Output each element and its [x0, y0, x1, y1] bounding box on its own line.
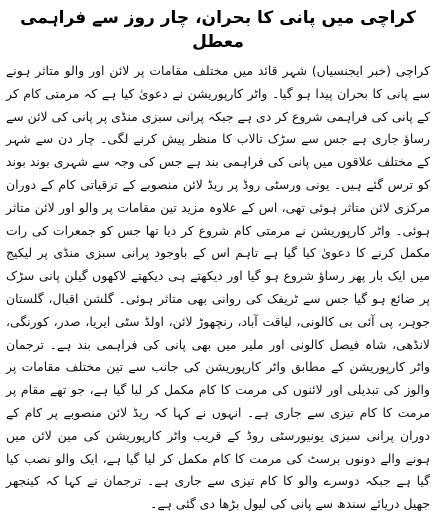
article-body-paragraph: کراچی (خبر ایجنسیاں) شہر قائد میں مختلف مقامات پر لائن اور والو متاثر ہونے سے پانی کا بحران پیدا ہو گیا۔ واٹر کارپوریشن نے دعویٰ کیا ہے کہ مرمتی کام کر کے پانی کی فراہمی شروع کر دی ہے جبکہ پرانی سبزی منڈی پر پانی کی لائن سے رساؤ جاری ہے جس سے سڑک تالاب کا منظر پیش کرنے لگی۔ چار دن سے شہر کے مختلف علاقوں میں پانی کی فراہمی بند ہے جس کی وجہ سے شہری بوند بوند کو ترس گئے ہیں۔ یونی ورسٹی روڈ پر ریڈ لائن منصوبے کے ترقیاتی کام کے دوران مرکزی لائن متاثر ہوئی تھی، اس کے علاوہ مزید تین مقامات پر والو اور لائن متاثر ہوئی۔ واٹر کارپوریشن نے مرمتی کام شروع کر دیا تھا جس کو جمعرات کی رات مکمل کرنے کا دعویٰ کیا گیا ہے تاہم اس کے باوجود پرانی سبزی منڈی پر لیکیج میں ایک بار پھر رساؤ شروع ہو گیا اور دیکھتے ہی دیکھتے لاکھوں گیلن پانی سڑک پر ضائع ہو گیا جس سے ٹریفک کی روانی بھی متاثر ہوئی۔ گلشن اقبال، گلستان جوہر، پی آئی بی کالونی، لیاقت آباد، رنچھوڑ لائن، اولڈ سٹی ایریا، صدر، کورنگی، لانڈھی، شاہ فیصل کالونی اور ملیر میں بھی پانی کی فراہمی بند ہے۔ ترجمان واٹر کارپوریشن کے مطابق واٹر کارپوریشن کی جانب سے تین مختلف مقامات پر والوز کی تبدیلی اور لائنوں کی مرمت کا کام مکمل کر لیا گیا ہے، جو تھے مقام پر مرمت کا کام تیزی سے جاری ہے۔ انہوں نے کہا کہ ریڈ لائن منصوبے پر کام کے دوران پرانی سبزی یونیورسٹی روڈ کے قریب واٹر کارپوریشن کی مین لائن میں ہونے والے دونوں برسٹ کی مرمت کا کام مکمل کر لیا گیا ہے، ایک والو نصب کیا گیا ہے جبکہ دوسرے والو کا کام تیزی سے جاری ہے۔ ترجمان نے کہا کہ کینجھر جھیل دریائے سندھ سے پانی کی لیول بڑھا دی گئی ہے۔ [6, 63, 430, 512]
article-body [6, 60, 430, 516]
article-headline: کراچی میں پانی کا بحران، چار روز سے فراہمی معطل [20, 8, 416, 52]
